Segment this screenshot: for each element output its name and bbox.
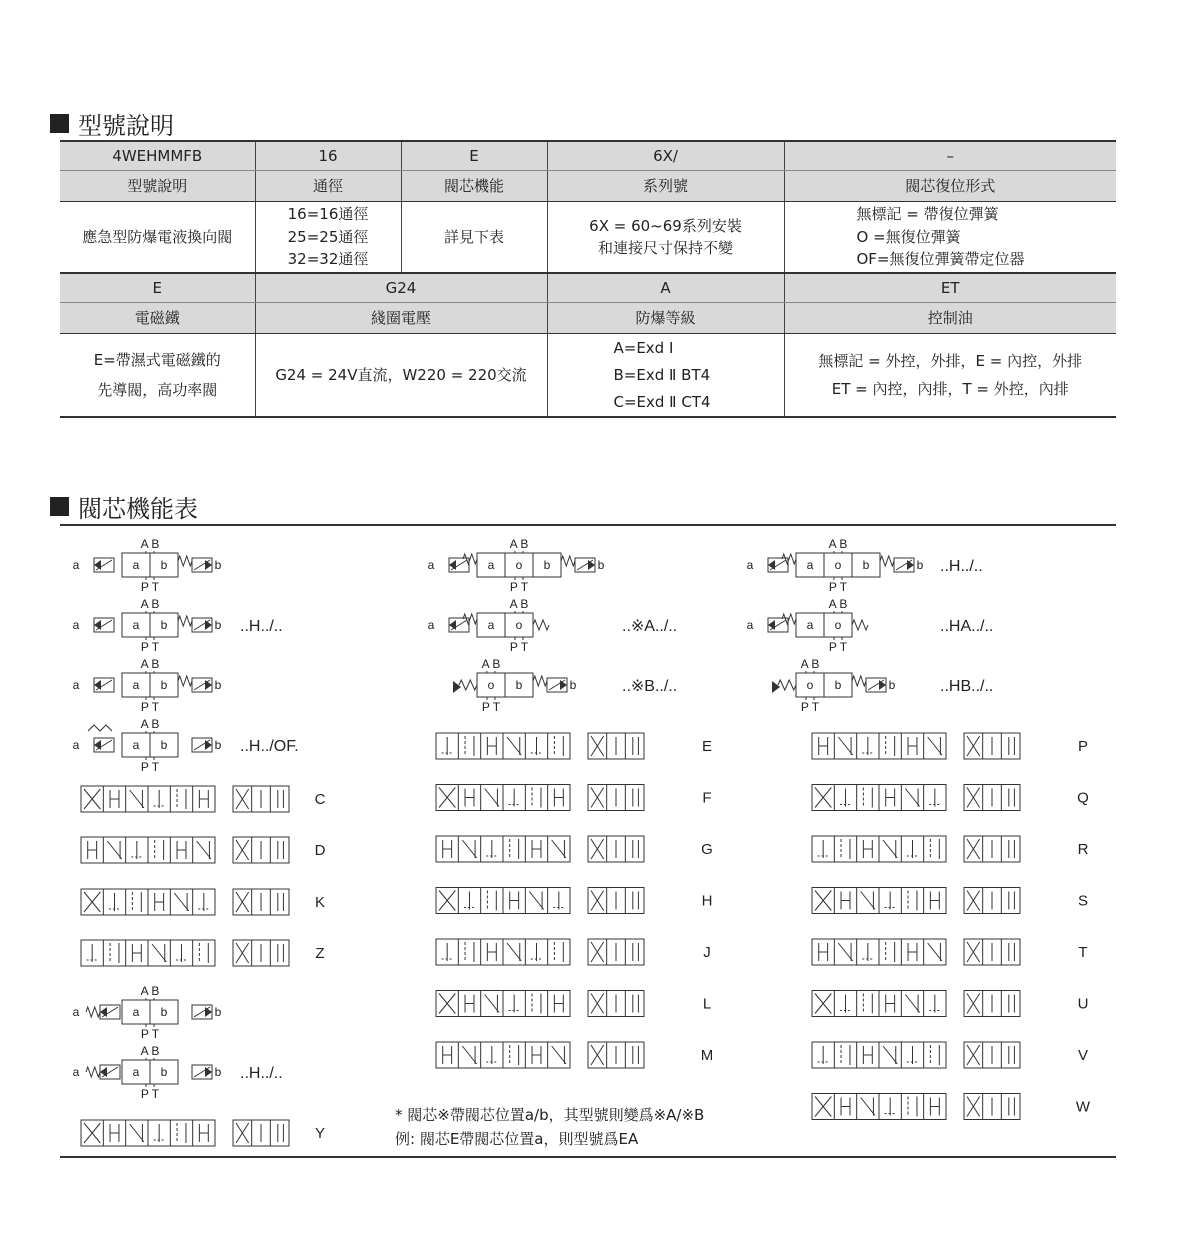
port-label-ab: A B bbox=[140, 657, 160, 671]
label-cell: 系列號 bbox=[547, 171, 784, 202]
position-label: o bbox=[806, 678, 814, 692]
spool-row bbox=[436, 785, 712, 811]
position-label: a bbox=[132, 558, 140, 572]
position-label: b bbox=[160, 558, 168, 572]
line-mark bbox=[905, 789, 919, 807]
line-mark bbox=[507, 943, 521, 961]
side-label: a bbox=[746, 558, 754, 572]
spool-code-letter: H bbox=[701, 892, 713, 910]
spool-row bbox=[812, 836, 1089, 862]
spring-icon bbox=[880, 556, 894, 566]
valve-symbol bbox=[73, 717, 299, 774]
side-label: b bbox=[214, 618, 222, 632]
desc-line: O =無復位彈簧 bbox=[856, 227, 961, 246]
side-label: b bbox=[916, 558, 924, 572]
position-label: o bbox=[515, 618, 523, 632]
side-label: a bbox=[72, 678, 80, 692]
side-label: a bbox=[72, 618, 80, 632]
line-mark bbox=[507, 737, 521, 755]
port-label-pt: P T bbox=[481, 700, 501, 714]
port-label-ab: A B bbox=[140, 597, 160, 611]
spool-row bbox=[812, 785, 1089, 811]
type-code-label: ..H../.. bbox=[240, 618, 283, 635]
spool-code-letter: R bbox=[1077, 841, 1089, 858]
desc-line: ET = 內控，內排，T = 外控，內排 bbox=[831, 380, 1069, 398]
label-cell: 控制油 bbox=[784, 303, 1116, 334]
line-mark bbox=[905, 995, 919, 1013]
spring-icon bbox=[86, 1067, 100, 1077]
spring-icon bbox=[782, 554, 796, 564]
valve-symbol bbox=[73, 1044, 283, 1101]
type-code-label: ..HB../.. bbox=[940, 678, 994, 695]
desc-line: 25=25通徑 bbox=[287, 227, 369, 246]
port-label-pt: P T bbox=[509, 640, 529, 654]
line-mark bbox=[152, 944, 166, 962]
desc-line: 6X = 60~69系列安裝 bbox=[589, 216, 742, 235]
spool-row bbox=[812, 991, 1088, 1017]
desc-line: 無標記 = 帶復位彈簧 bbox=[856, 205, 999, 224]
position-label: b bbox=[160, 618, 168, 632]
side-label: a bbox=[72, 1005, 80, 1019]
side-label: a bbox=[427, 558, 435, 572]
position-label: b bbox=[160, 1065, 168, 1079]
spool-row bbox=[81, 940, 325, 966]
port-label-ab: A B bbox=[140, 1044, 160, 1058]
type-code-label: ..H../.. bbox=[940, 558, 983, 575]
spool-row bbox=[812, 1042, 1088, 1068]
spool-code-letter: C bbox=[314, 791, 326, 808]
spool-code-letter: S bbox=[1077, 892, 1089, 910]
line-mark bbox=[838, 737, 852, 755]
line-mark bbox=[485, 789, 499, 807]
spring-icon bbox=[178, 556, 192, 566]
spool-code-letter: U bbox=[1077, 995, 1089, 1013]
position-label: o bbox=[834, 558, 842, 572]
code-cell: E bbox=[60, 273, 255, 303]
spring-icon bbox=[178, 676, 192, 686]
desc-cell: 應急型防爆電液換向閥 bbox=[60, 202, 255, 274]
side-label: b bbox=[214, 678, 222, 692]
type-code-label: ..※A../.. bbox=[622, 618, 678, 635]
valve-symbol bbox=[73, 657, 222, 714]
port-label-pt: P T bbox=[140, 1027, 160, 1041]
note-line: 例: 閥芯E帶閥芯位置a，則型號爲EA bbox=[395, 1130, 639, 1148]
side-label: b bbox=[214, 738, 222, 752]
position-label: a bbox=[806, 558, 814, 572]
label-cell: 綫圈電壓 bbox=[255, 303, 547, 334]
position-label: b bbox=[862, 558, 870, 572]
port-label-pt: P T bbox=[828, 580, 848, 594]
spring-icon bbox=[778, 680, 796, 690]
line-mark bbox=[462, 1046, 476, 1064]
line-mark bbox=[130, 790, 144, 808]
type-code-label: ..H../.. bbox=[240, 1065, 283, 1082]
spring-icon bbox=[533, 676, 547, 686]
spool-code-letter: V bbox=[1077, 1047, 1089, 1064]
port-label-ab: A B bbox=[481, 657, 501, 671]
desc-cell: G24 = 24V直流，W220 = 220交流 bbox=[255, 334, 547, 418]
position-label: a bbox=[132, 1065, 140, 1079]
note-line: * 閥芯※帶閥芯位置a/b，其型號則變爲※A/※B bbox=[395, 1106, 705, 1124]
valve-symbol bbox=[428, 537, 605, 594]
desc-line: C=Exd Ⅱ CT4 bbox=[613, 392, 711, 411]
side-label: a bbox=[746, 618, 754, 632]
spool-row bbox=[812, 939, 1088, 965]
port-label-pt: P T bbox=[828, 640, 848, 654]
spool-code-letter: G bbox=[701, 841, 713, 858]
spool-code-letter: E bbox=[701, 738, 713, 755]
line-mark bbox=[462, 840, 476, 858]
line-mark bbox=[130, 1124, 144, 1142]
valve-symbol bbox=[453, 657, 677, 714]
position-label: a bbox=[806, 618, 814, 632]
side-label: a bbox=[72, 558, 80, 572]
line-mark bbox=[883, 1046, 897, 1064]
side-label: a bbox=[72, 738, 80, 752]
position-label: b bbox=[160, 678, 168, 692]
spool-code-letter: J bbox=[703, 944, 711, 961]
position-label: a bbox=[132, 618, 140, 632]
spring-icon bbox=[852, 620, 868, 630]
spring-icon bbox=[561, 556, 575, 566]
desc-line: 和連接尺寸保持不變 bbox=[597, 239, 733, 257]
label-cell: 通徑 bbox=[255, 171, 401, 202]
spool-code-letter: F bbox=[702, 789, 712, 807]
spring-icon bbox=[178, 616, 192, 626]
valve-symbol bbox=[428, 597, 678, 654]
spool-code-letter: Z bbox=[315, 945, 325, 962]
port-label-pt: P T bbox=[509, 580, 529, 594]
position-label: b bbox=[834, 678, 842, 692]
spool-code-letter: P bbox=[1077, 738, 1089, 755]
line-mark bbox=[861, 1098, 875, 1116]
spool-code-letter: K bbox=[314, 894, 326, 911]
spring-icon bbox=[459, 680, 477, 690]
line-mark bbox=[197, 841, 211, 859]
code-cell: A bbox=[547, 273, 784, 303]
code-cell: E bbox=[401, 141, 547, 171]
line-mark bbox=[529, 892, 543, 910]
port-label-ab: A B bbox=[140, 717, 160, 731]
spool-row bbox=[436, 991, 711, 1017]
code-cell: ET bbox=[784, 273, 1116, 303]
label-cell: 閥芯機能 bbox=[401, 171, 547, 202]
valve-symbol bbox=[73, 597, 283, 654]
spool-row bbox=[812, 733, 1088, 759]
section-title: 閥芯機能表 bbox=[78, 495, 198, 523]
code-cell: 4WEHMMFB bbox=[60, 141, 255, 171]
position-label: b bbox=[160, 1005, 168, 1019]
spool-row bbox=[81, 837, 326, 863]
spool-code-letter: T bbox=[1078, 944, 1088, 961]
position-label: a bbox=[132, 1005, 140, 1019]
spool-row bbox=[436, 888, 712, 914]
desc-line: A=Exd Ⅰ bbox=[613, 338, 674, 357]
port-label-ab: A B bbox=[828, 537, 848, 551]
position-label: a bbox=[132, 678, 140, 692]
spool-row bbox=[812, 888, 1088, 914]
code-cell: 6X/ bbox=[547, 141, 784, 171]
valve-symbol bbox=[747, 537, 983, 594]
spool-row bbox=[812, 1094, 1091, 1120]
type-code-label: ..H../OF. bbox=[240, 738, 299, 755]
label-cell: 電磁鐵 bbox=[60, 303, 255, 334]
desc-line: 無標記 = 外控，外排，E = 內控，外排 bbox=[818, 351, 1083, 370]
valve-symbol bbox=[772, 657, 993, 714]
port-label-ab: A B bbox=[800, 657, 820, 671]
spring-icon bbox=[852, 676, 866, 686]
spring-icon bbox=[782, 614, 796, 624]
port-label-pt: P T bbox=[140, 640, 160, 654]
line-mark bbox=[485, 995, 499, 1013]
line-mark bbox=[928, 737, 942, 755]
spool-row bbox=[436, 939, 711, 965]
side-label: b bbox=[214, 1005, 222, 1019]
line-mark bbox=[861, 892, 875, 910]
side-label: a bbox=[72, 1065, 80, 1079]
side-label: a bbox=[427, 618, 435, 632]
spool-code-letter: Y bbox=[314, 1125, 326, 1142]
side-label: b bbox=[888, 678, 896, 692]
port-label-ab: A B bbox=[509, 537, 529, 551]
spool-code-letter: D bbox=[314, 842, 326, 859]
desc-line: 16=16通徑 bbox=[287, 205, 369, 224]
side-label: b bbox=[597, 558, 605, 572]
side-label: b bbox=[214, 1065, 222, 1079]
position-label: a bbox=[487, 558, 495, 572]
spool-row bbox=[81, 1120, 325, 1146]
side-label: b bbox=[569, 678, 577, 692]
port-label-pt: P T bbox=[140, 580, 160, 594]
line-mark bbox=[928, 943, 942, 961]
valve-symbol bbox=[73, 984, 222, 1041]
desc-line: OF=無復位彈簧帶定位器 bbox=[856, 250, 1025, 269]
code-cell: G24 bbox=[255, 273, 547, 303]
detent-icon bbox=[88, 725, 112, 731]
valve-symbol bbox=[73, 537, 222, 594]
side-label: b bbox=[214, 558, 222, 572]
code-cell: 16 bbox=[255, 141, 401, 171]
section-title: 型號說明 bbox=[78, 112, 174, 140]
line-mark bbox=[552, 840, 566, 858]
valve-symbol bbox=[747, 597, 994, 654]
label-cell: 閥芯復位形式 bbox=[784, 171, 1116, 202]
desc-line: E=帶濕式電磁鐵的 bbox=[93, 351, 221, 369]
spool-row bbox=[436, 836, 713, 862]
desc-line: 32=32通徑 bbox=[287, 250, 369, 269]
position-label: o bbox=[487, 678, 495, 692]
position-label: o bbox=[515, 558, 523, 572]
desc-line: B=Exd Ⅱ BT4 bbox=[613, 365, 711, 384]
desc-cell: 詳見下表 bbox=[401, 202, 547, 274]
port-label-pt: P T bbox=[140, 1087, 160, 1101]
position-label: b bbox=[160, 738, 168, 752]
position-label: b bbox=[515, 678, 523, 692]
line-mark bbox=[174, 893, 188, 911]
spring-icon bbox=[463, 614, 477, 624]
spool-code-letter: M bbox=[700, 1047, 714, 1064]
spool-code-letter: L bbox=[702, 995, 712, 1013]
port-label-pt: P T bbox=[800, 700, 820, 714]
port-label-ab: A B bbox=[509, 597, 529, 611]
port-label-ab: A B bbox=[140, 537, 160, 551]
position-label: o bbox=[834, 618, 842, 632]
desc-line: 先導閥，高功率閥 bbox=[97, 381, 218, 399]
spool-code-letter: W bbox=[1075, 1098, 1091, 1116]
code-cell: – bbox=[784, 141, 1116, 171]
spool-row bbox=[81, 786, 326, 812]
spool-row bbox=[436, 733, 712, 759]
port-label-pt: P T bbox=[140, 760, 160, 774]
label-cell: 防爆等級 bbox=[547, 303, 784, 334]
position-label: a bbox=[132, 738, 140, 752]
port-label-ab: A B bbox=[828, 597, 848, 611]
label-cell: 型號說明 bbox=[60, 171, 255, 202]
spring-icon bbox=[533, 620, 549, 630]
port-label-pt: P T bbox=[140, 700, 160, 714]
line-mark bbox=[838, 943, 852, 961]
position-label: b bbox=[543, 558, 551, 572]
type-code-label: ..※B../.. bbox=[622, 678, 678, 695]
spring-icon bbox=[463, 554, 477, 564]
spring-icon bbox=[86, 1007, 100, 1017]
line-mark bbox=[883, 840, 897, 858]
line-mark bbox=[107, 841, 121, 859]
port-label-ab: A B bbox=[140, 984, 160, 998]
position-label: a bbox=[487, 618, 495, 632]
line-mark bbox=[552, 1046, 566, 1064]
spool-row bbox=[81, 889, 325, 915]
type-code-label: ..HA../.. bbox=[940, 618, 994, 635]
spool-code-letter: Q bbox=[1077, 789, 1089, 807]
spool-row bbox=[436, 1042, 713, 1068]
